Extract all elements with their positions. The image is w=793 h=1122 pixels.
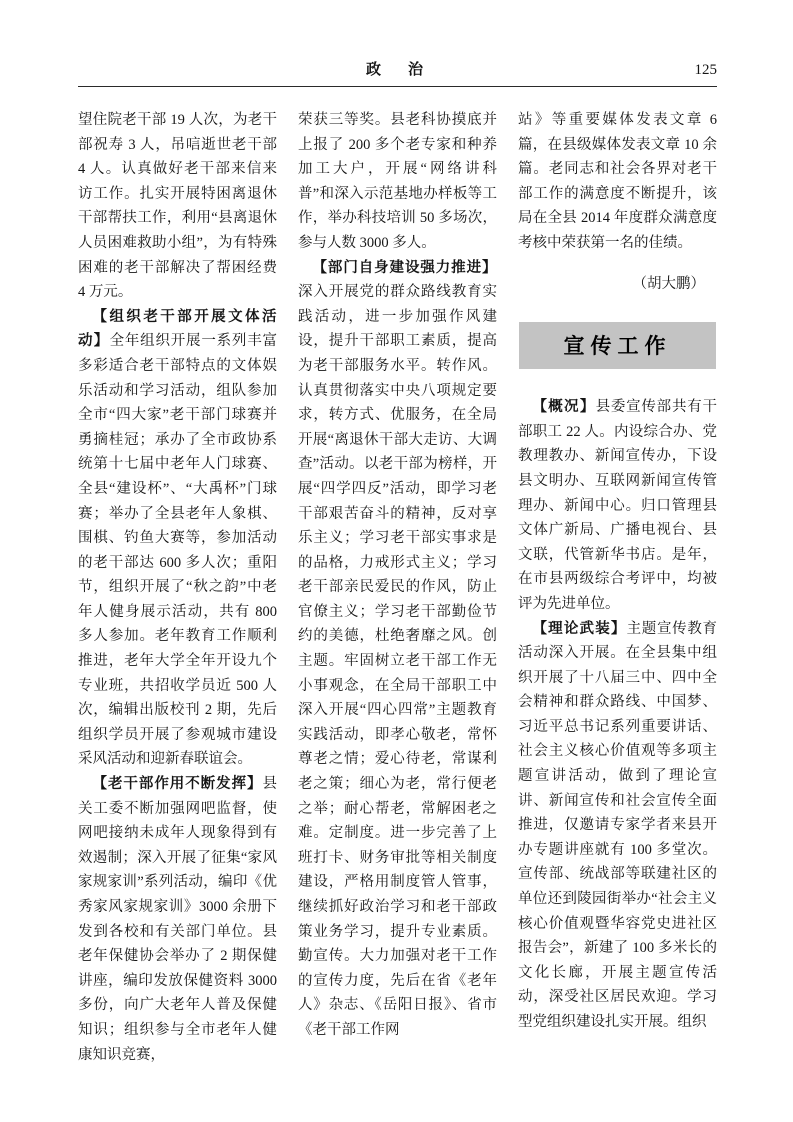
entry-paragraph: 【部门自身建设强力推进】深入开展党的群众路线教育实践活动，进一步加强作风建设，提升干部职工素质，提高为老干部服务水平。转作风。认真贯彻落实中央八项规定要求，转方式、优服务，在全局开展“离退休干部大走访、大调查”活动。以老干部为榜样，开展“四学四反”活动，即学习老干部艰苦奋斗的精神，反对享乐主义；学习老干部实事求是的品格，力戒形式主义；学习老干部亲民爱民的作风，防止官僚主义；学习老干部勤俭节约的美德，杜绝奢靡之风。创主题。牢固树立老干部工作无小事观念，在全局干部职工中深入开展“四心四常”主题教育实践活动，即孝心敬老，常怀尊老之情；爱心待老，常谋利老之策；细心为老，常行便老之举；耐心帮老，常解困老之难。定制度。进一步完善了上班打卡、财务审批等相关制度建设，严格用制度管人管事，继续抓好政治学习和老干部政策业务学习，提升专业素质。勤宣传。大力加强对老干工作的宣传力度，先后在省《老年人》杂志、《岳阳日报》、省市《老干部工作网 bbox=[298, 259, 497, 1038]
page-number: 125 bbox=[694, 62, 717, 78]
section-heading: 宣传工作 bbox=[519, 322, 716, 369]
page-header bbox=[78, 58, 717, 87]
page-header-title: 政 治 bbox=[365, 62, 429, 78]
text-column-1 bbox=[78, 108, 277, 1067]
entry-paragraph: 【老干部作用不断发挥】县关工委不断加强网吧监督，使网吧接纳未成年人现象得到有效遏制；深入开展了征集“家风家规家训”系列活动，编印《优秀家风家规家训》3000 余册下发到各校和有关部门单位。县老年保健协会举办了 2 期保健讲座，编印发放保健资料 3000 多份，向广大老年人普及保健知识；组织参与全市老年人健康知识竞赛， bbox=[78, 776, 277, 1063]
author-attribution: （胡大鹏） bbox=[632, 275, 705, 292]
entry-title: 【理论武装】 bbox=[532, 620, 627, 637]
entry-paragraph: 【组织老干部开展文体活动】全年组织开展一系列丰富多彩适合老干部特点的文体娱乐活动和学习活动，组队参加全市“四大家”老干部门球赛并勇摘桂冠；承办了全市政协系统第十七届中老年人门球赛、全县“建设杯”、“大禹杯”门球赛；举办了全县老年人象棋、围棋、钓鱼大赛等，参加活动的老干部达 600 多人次；重阳节，组织开展了“秋之韵”中老年人健身展示活动，共有 800 多人参加。老年教育工作顺利推进，老年大学全年开设九个专业班，共招收学员近 500 人次，编辑出版校刊 2 期，先后组织学员开展了参观城市建设采风活动和迎新春联谊会。 bbox=[78, 308, 278, 768]
entry-paragraph: 【理论武装】主题宣传教育活动深入开展。在全县集中组织开展了十八届三中、四中全会精神和群众路线、中国梦、习近平总书记系列重要讲话、社会主义核心价值观等多项主题宣讲活动，做到了理论宣讲、新闻宣传和社会宣传全面推进，仅邀请专家学者来县开办专题讲座就有 100 多堂次。宣传部、统战部等联建社区的单位还到陵园街举办“社会主义核心价值观暨华容党史进社区报告会”，新建了 100 多米长的文化长廊，开展主题宣传活动，深受社区居民欢迎。学习型党组织建设扎实开展。组织 bbox=[518, 620, 718, 1030]
continuation-paragraph: 荣获三等奖。县老科协摸底并上报了 200 多个老专家和种养加工大户，开展“网络讲科普”和深入示范基地办样板等工作，举办科技培训 50 多场次，参与人数 3000 多人。 bbox=[298, 112, 497, 251]
content-columns bbox=[78, 108, 717, 1067]
entry-paragraph: 【概况】县委宣传部共有干部职工 22 人。内设综合办、党教理教办、新闻宣传办，下设县文明办、互联网新闻宣传管理办、新闻中心。归口管理县文体广新局、广播电视台、县文联，代管新华书店。是年，在市县两级综合考评中，均被评为先进单位。 bbox=[518, 399, 718, 612]
entry-title: 【老干部作用不断发挥】 bbox=[92, 776, 263, 793]
text-column-2 bbox=[298, 108, 497, 1067]
entry-title: 【概况】 bbox=[532, 399, 596, 416]
continuation-paragraph: 望住院老干部 19 人次，为老干部祝寿 3 人，吊唁逝世老干部 4 人。认真做好老干部来信来访工作。扎实开展特困离退休干部帮扶工作，利用“县离退休人员困难救助小组”，为有特殊困难的老干部解决了帮困经费 4 万元。 bbox=[78, 112, 277, 301]
entry-title: 【部门自身建设强力推进】 bbox=[312, 259, 497, 276]
entry-title: 【组织老干部开展文体活动】 bbox=[78, 308, 277, 350]
text-column-3 bbox=[518, 108, 717, 1067]
continuation-paragraph: 站》等重要媒体发表文章 6 篇，在县级媒体发表文章 10 余篇。老同志和社会各界对老干部工作的满意度不断提升，该局在全县 2014 年度群众满意度考核中荣获第一名的佳绩。 bbox=[518, 112, 717, 251]
